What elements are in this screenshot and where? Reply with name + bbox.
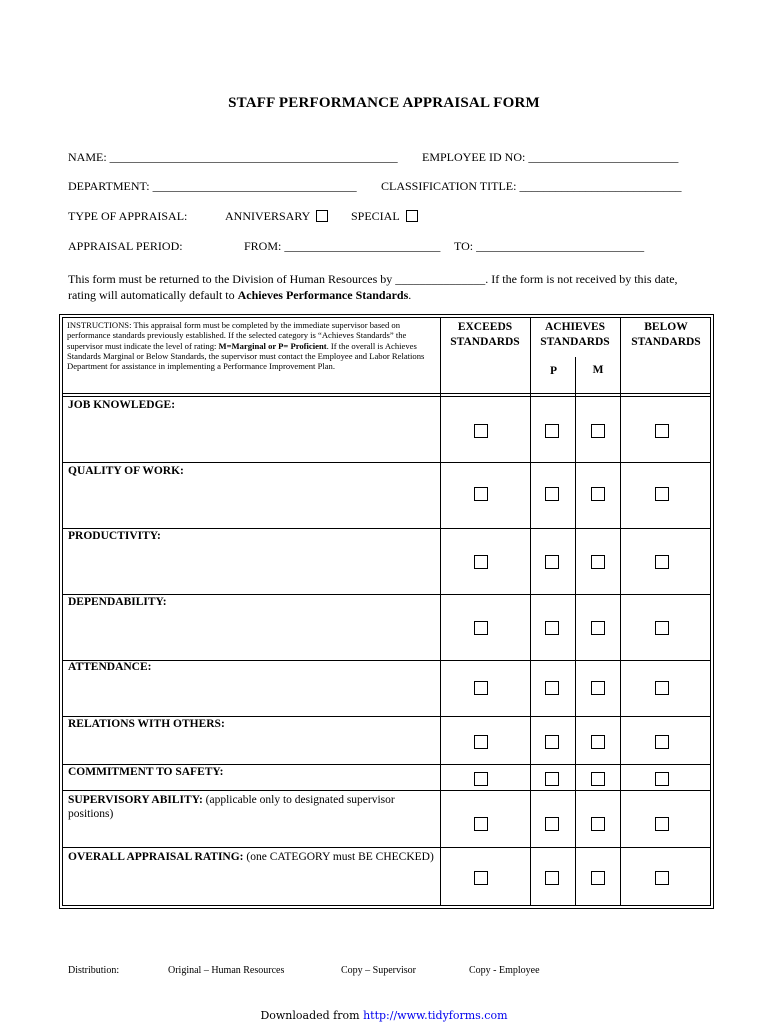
dependability-exceeds-checkbox[interactable]: [474, 621, 488, 635]
column-divider-below: [620, 317, 621, 906]
row-label-supervisory-ability: SUPERVISORY ABILITY: (applicable only to designated supervisor positions): [68, 794, 395, 820]
quality-of-work-below-checkbox[interactable]: [655, 487, 669, 501]
quality-of-work-achieves-m-checkbox[interactable]: [591, 487, 605, 501]
notice-default-rating: Achieves Performance Standards: [237, 288, 409, 302]
row-divider: [62, 847, 711, 848]
distribution-copy-employee: Copy - Employee: [469, 965, 540, 976]
employee-id-field[interactable]: EMPLOYEE ID NO: _________________________: [422, 150, 679, 164]
column-divider-p-m: [575, 357, 576, 906]
column-divider-achieves: [530, 317, 531, 906]
row-label-job-knowledge: JOB KNOWLEDGE:: [68, 399, 176, 411]
distribution-original: Original – Human Resources: [168, 965, 285, 976]
attendance-achieves-m-checkbox[interactable]: [591, 681, 605, 695]
commitment-to-safety-achieves-m-checkbox[interactable]: [591, 772, 605, 786]
type-of-appraisal-label: TYPE OF APPRAISAL:: [68, 209, 188, 223]
dependability-achieves-p-checkbox[interactable]: [545, 621, 559, 635]
appraisal-period-label: APPRAISAL PERIOD:: [68, 239, 183, 253]
department-field[interactable]: DEPARTMENT: __________________________________: [68, 179, 357, 193]
commitment-to-safety-exceeds-checkbox[interactable]: [474, 772, 488, 786]
period-from-field[interactable]: FROM: __________________________: [244, 239, 441, 253]
special-label: SPECIAL: [351, 209, 400, 223]
job-knowledge-exceeds-checkbox[interactable]: [474, 424, 488, 438]
row-divider: [62, 790, 711, 791]
instructions-rating-levels: M=Marginal or P= Proficient: [218, 340, 327, 351]
row-label-dependability: DEPENDABILITY:: [68, 596, 167, 608]
special-checkbox[interactable]: [406, 210, 418, 222]
notice-text: This form must be returned to the Division of Human Resources by _______________. If the form is not received by this date, rating will automatically default to: [68, 272, 678, 302]
row-label-productivity: PRODUCTIVITY:: [68, 530, 161, 542]
relations-with-others-exceeds-checkbox[interactable]: [474, 735, 488, 749]
commitment-to-safety-achieves-p-checkbox[interactable]: [545, 772, 559, 786]
supervisory-ability-achieves-p-checkbox[interactable]: [545, 817, 559, 831]
job-knowledge-achieves-m-checkbox[interactable]: [591, 424, 605, 438]
quality-of-work-achieves-p-checkbox[interactable]: [545, 487, 559, 501]
column-divider-exceeds: [440, 317, 441, 906]
distribution-copy-supervisor: Copy – Supervisor: [341, 965, 416, 976]
relations-with-others-achieves-p-checkbox[interactable]: [545, 735, 559, 749]
relations-with-others-achieves-m-checkbox[interactable]: [591, 735, 605, 749]
anniversary-label: ANNIVERSARY: [225, 209, 311, 223]
notice-end: .: [408, 288, 412, 302]
attendance-exceeds-checkbox[interactable]: [474, 681, 488, 695]
quality-of-work-exceeds-checkbox[interactable]: [474, 487, 488, 501]
productivity-achieves-p-checkbox[interactable]: [545, 555, 559, 569]
attendance-achieves-p-checkbox[interactable]: [545, 681, 559, 695]
instructions-part-2: . If the overall is Achieves Standards Marginal or Below Standards, the supervisor must contact the Employee and Labor Relations Department for assistance in implementing a Performance Improvement Plan.: [67, 340, 425, 372]
instructions-text: [67, 320, 437, 371]
period-to-field[interactable]: TO: ____________________________: [454, 239, 645, 253]
supervisory-ability-exceeds-checkbox[interactable]: [474, 817, 488, 831]
header-p-proficient: P: [549, 365, 558, 377]
anniversary-checkbox[interactable]: [316, 210, 328, 222]
job-knowledge-achieves-p-checkbox[interactable]: [545, 424, 559, 438]
attendance-below-checkbox[interactable]: [655, 681, 669, 695]
row-label-commitment-to-safety: COMMITMENT TO SAFETY:: [68, 766, 224, 778]
header-achieves-standards: ACHIEVES STANDARDS: [540, 321, 610, 348]
header-divider-2: [62, 396, 711, 397]
supervisory-ability-below-checkbox[interactable]: [655, 817, 669, 831]
row-divider: [62, 462, 711, 463]
row-label-relations-with-others: RELATIONS WITH OTHERS:: [68, 718, 225, 730]
relations-with-others-below-checkbox[interactable]: [655, 735, 669, 749]
form-title: STAFF PERFORMANCE APPRAISAL FORM: [228, 95, 540, 111]
instructions-part-1: INSTRUCTIONS: This appraisal form must be completed by the immediate supervisor based on performance standards previously established. If the selected category is “Achieves Standards” the supervisor must indicate the level of rating:: [67, 320, 407, 351]
overall-appraisal-rating-below-checkbox[interactable]: [655, 871, 669, 885]
commitment-to-safety-below-checkbox[interactable]: [655, 772, 669, 786]
job-knowledge-below-checkbox[interactable]: [655, 424, 669, 438]
classification-title-field[interactable]: CLASSIFICATION TITLE: ___________________________: [381, 179, 682, 193]
name-field[interactable]: NAME: ________________________________________________: [68, 150, 398, 164]
header-divider: [62, 393, 711, 394]
anniversary-option[interactable]: [225, 209, 328, 224]
overall-appraisal-rating-achieves-p-checkbox[interactable]: [545, 871, 559, 885]
download-source: [0, 1009, 768, 1022]
row-label-quality-of-work: QUALITY OF WORK:: [68, 465, 184, 477]
header-exceeds-standards: EXCEEDS STANDARDS: [450, 321, 520, 348]
row-label-overall-appraisal-rating: OVERALL APPRAISAL RATING: (one CATEGORY must BE CHECKED): [68, 851, 434, 863]
header-m-marginal: M: [592, 364, 604, 376]
tidyforms-link[interactable]: http://www.tidyforms.com: [363, 1009, 508, 1022]
header-below-standards: BELOW STANDARDS: [631, 321, 701, 348]
dependability-achieves-m-checkbox[interactable]: [591, 621, 605, 635]
productivity-achieves-m-checkbox[interactable]: [591, 555, 605, 569]
overall-appraisal-rating-exceeds-checkbox[interactable]: [474, 871, 488, 885]
distribution-label: Distribution:: [68, 965, 120, 976]
row-label-attendance: ATTENDANCE:: [68, 661, 152, 673]
special-option[interactable]: [351, 209, 418, 224]
dependability-below-checkbox[interactable]: [655, 621, 669, 635]
productivity-exceeds-checkbox[interactable]: [474, 555, 488, 569]
supervisory-ability-achieves-m-checkbox[interactable]: [591, 817, 605, 831]
download-prefix: Downloaded from: [260, 1009, 364, 1022]
productivity-below-checkbox[interactable]: [655, 555, 669, 569]
return-notice: [68, 271, 708, 303]
overall-appraisal-rating-achieves-m-checkbox[interactable]: [591, 871, 605, 885]
